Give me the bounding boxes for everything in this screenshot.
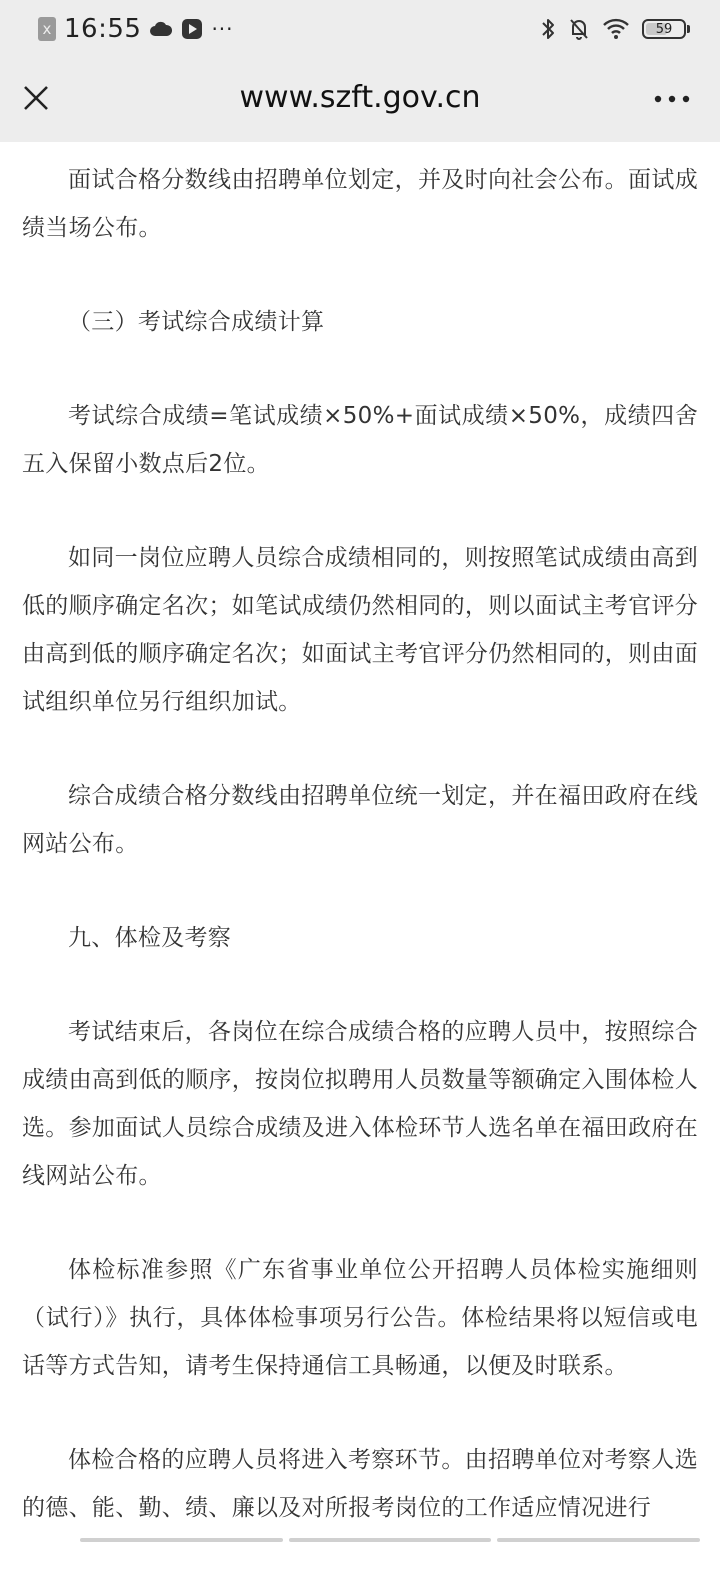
battery-level: 59 — [655, 21, 673, 37]
article-content — [22, 142, 698, 1578]
bluetooth-icon — [540, 17, 556, 41]
more-options-icon — [654, 95, 690, 103]
paragraph-score-formula: 考试综合成绩=笔试成绩×50%+面试成绩×50%，成绩四舍五入保留小数点后2位。 — [22, 403, 698, 477]
page-url-title: www.szft.gov.cn — [239, 80, 481, 115]
status-bar — [0, 0, 720, 58]
paragraph-tie-rules: 如同一岗位应聘人员综合成绩相同的，则按照笔试成绩由高到低的顺序确定名次；如笔试成绩仍然相同的，则以面试主考官评分由高到低的顺序确定名次；如面试主考官评分仍然相同的，则由面试组织单位另行组织加试。 — [22, 545, 698, 715]
scroll-indicator-segment — [289, 1538, 492, 1542]
battery-tip — [687, 25, 690, 33]
bell-muted-icon — [568, 17, 590, 41]
status-bar-right — [540, 17, 690, 41]
section-heading-physical-exam: 九、体检及考察 — [68, 925, 232, 951]
scroll-indicator-segment — [80, 1538, 283, 1542]
scroll-indicator — [80, 1538, 700, 1542]
browser-nav-bar — [0, 58, 720, 142]
paragraph-exam-standard: 体检标准参照《广东省事业单位公开招聘人员体检实施细则（试行）》执行，具体体检事项另行公告。体检结果将以短信或电话等方式告知，请考生保持通信工具畅通，以便及时联系。 — [22, 1257, 698, 1379]
more-notifications-indicator: ··· — [211, 17, 234, 41]
more-options-button[interactable] — [652, 84, 692, 114]
paragraph-interview-score-line: 面试合格分数线由招聘单位划定，并及时向社会公布。面试成绩当场公布。 — [22, 167, 698, 241]
notification-close-icon: x — [38, 17, 56, 41]
battery-icon — [642, 19, 690, 39]
scroll-indicator-segment — [497, 1538, 700, 1542]
wifi-icon — [602, 18, 630, 40]
status-time: 16:55 — [64, 14, 142, 44]
status-bar-left — [38, 14, 234, 44]
paragraph-inspection: 体检合格的应聘人员将进入考察环节。由招聘单位对考察人选的德、能、勤、绩、廉以及对所报考岗位的工作适应情况进行 — [22, 1447, 698, 1521]
media-play-icon — [181, 18, 203, 40]
paragraph-composite-score-line: 综合成绩合格分数线由招聘单位统一划定，并在福田政府在线网站公布。 — [22, 783, 698, 857]
section-heading-score-calculation: （三）考试综合成绩计算 — [68, 309, 325, 335]
paragraph-exam-candidates: 考试结束后，各岗位在综合成绩合格的应聘人员中，按照综合成绩由高到低的顺序，按岗位拟聘用人员数量等额确定入围体检人选。参加面试人员综合成绩及进入体检环节人选名单在福田政府在线网站公布。 — [22, 1019, 698, 1189]
weather-cloud-icon — [149, 20, 173, 38]
battery-body — [642, 19, 686, 39]
